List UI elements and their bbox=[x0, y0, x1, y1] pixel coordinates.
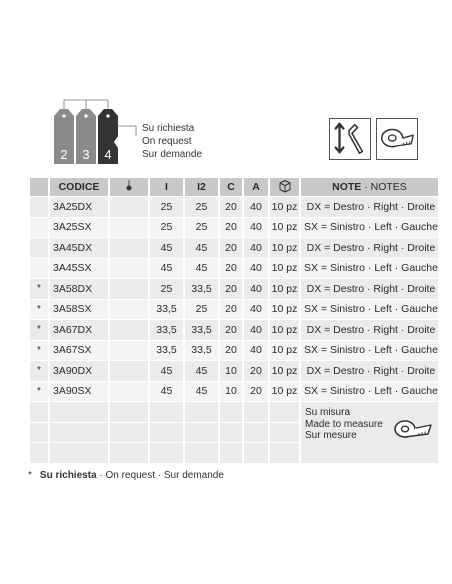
cell-note: SX = Sinistro · Left · Gauche bbox=[301, 259, 438, 279]
cell-pack: 10 pz bbox=[270, 218, 299, 238]
cell-code: 3A90DX bbox=[50, 361, 108, 381]
cell-code: 3A45SX bbox=[50, 259, 108, 279]
cell-i: 45 bbox=[150, 238, 183, 258]
table-row bbox=[30, 341, 438, 361]
cell-i: 33,5 bbox=[150, 300, 183, 320]
cell-i2: 45 bbox=[185, 382, 218, 402]
footnote-symbol: * bbox=[28, 470, 32, 481]
cell-code: 3A67DX bbox=[50, 320, 108, 340]
cell-star: * bbox=[30, 382, 48, 402]
cell-c: 10 bbox=[220, 382, 242, 402]
cell-note: DX = Destro · Right · Droite bbox=[301, 361, 438, 381]
tape-measure-icon bbox=[376, 118, 418, 160]
cell-c: 20 bbox=[220, 238, 242, 258]
cell-a: 40 bbox=[244, 300, 268, 320]
cell-c: 20 bbox=[220, 300, 242, 320]
key-number-3: 3 bbox=[82, 147, 90, 162]
product-table bbox=[28, 177, 440, 464]
cell-i2: 25 bbox=[185, 218, 218, 238]
tape-measure-icon bbox=[392, 414, 434, 444]
cell-pack: 10 pz bbox=[270, 341, 299, 361]
cell-marker bbox=[110, 238, 148, 258]
table-row bbox=[30, 279, 438, 299]
cell-a: 20 bbox=[244, 382, 268, 402]
cell-c: 20 bbox=[220, 341, 242, 361]
table-row bbox=[30, 320, 438, 340]
cell-marker bbox=[110, 382, 148, 402]
cell-note: SX = Sinistro · Left · Gauche bbox=[301, 300, 438, 320]
cell-c: 20 bbox=[220, 259, 242, 279]
cell-star: * bbox=[30, 300, 48, 320]
cell-i2: 33,5 bbox=[185, 279, 218, 299]
cell-marker bbox=[110, 279, 148, 299]
cell-pack: 10 pz bbox=[270, 320, 299, 340]
key-variants-illustration bbox=[46, 96, 138, 164]
cell-star bbox=[30, 218, 48, 238]
cell-pack: 10 pz bbox=[270, 300, 299, 320]
cell-code: 3A58DX bbox=[50, 279, 108, 299]
cell-code: 3A45DX bbox=[50, 238, 108, 258]
cell-note: DX = Destro · Right · Droite bbox=[301, 320, 438, 340]
cell-pack: 10 pz bbox=[270, 259, 299, 279]
table-row bbox=[30, 197, 438, 217]
cell-code: 3A25SX bbox=[50, 218, 108, 238]
table-row bbox=[30, 361, 438, 381]
cell-star bbox=[30, 259, 48, 279]
cell-pack: 10 pz bbox=[270, 238, 299, 258]
footnote-bold: Su richiesta bbox=[39, 470, 97, 481]
cell-i2: 25 bbox=[185, 300, 218, 320]
cell-star: * bbox=[30, 320, 48, 340]
table-row bbox=[30, 300, 438, 320]
header-notes bbox=[301, 178, 438, 196]
cell-note: SX = Sinistro · Left · Gauche bbox=[301, 341, 438, 361]
cell-star: * bbox=[30, 279, 48, 299]
key-number-4: 4 bbox=[104, 147, 112, 162]
cell-i2: 45 bbox=[185, 361, 218, 381]
header-c: C bbox=[220, 178, 242, 196]
header-codice: CODICE bbox=[50, 178, 108, 196]
cell-note: SX = Sinistro · Left · Gauche bbox=[301, 218, 438, 238]
footnote bbox=[28, 470, 224, 481]
header-i2: I2 bbox=[185, 178, 218, 196]
cell-i: 25 bbox=[150, 279, 183, 299]
cell-marker bbox=[110, 197, 148, 217]
made-to-measure-cell bbox=[301, 402, 438, 463]
cell-a: 20 bbox=[244, 361, 268, 381]
footnote-rest: · On request · Sur demande bbox=[96, 470, 224, 481]
cell-i2: 33,5 bbox=[185, 320, 218, 340]
cell-c: 20 bbox=[220, 320, 242, 340]
cell-note: DX = Destro · Right · Droite bbox=[301, 197, 438, 217]
cell-marker bbox=[110, 341, 148, 361]
cell-i: 25 bbox=[150, 218, 183, 238]
cell-code: 3A67SX bbox=[50, 341, 108, 361]
cell-pack: 10 pz bbox=[270, 382, 299, 402]
cell-code: 3A90SX bbox=[50, 382, 108, 402]
cell-marker bbox=[110, 361, 148, 381]
custom-block bbox=[30, 402, 438, 463]
hex-key-reverse-icon bbox=[329, 118, 371, 160]
cell-i: 33,5 bbox=[150, 320, 183, 340]
table-row bbox=[30, 238, 438, 258]
availability-note bbox=[142, 122, 202, 161]
cell-marker bbox=[110, 218, 148, 238]
cell-marker bbox=[110, 320, 148, 340]
cell-c: 10 bbox=[220, 361, 242, 381]
cell-code: 3A58SX bbox=[50, 300, 108, 320]
header-notes-bold: NOTE bbox=[332, 181, 362, 193]
table-body bbox=[30, 197, 438, 401]
table-row bbox=[30, 218, 438, 238]
table-row bbox=[30, 382, 438, 402]
cell-star: * bbox=[30, 341, 48, 361]
header-i: I bbox=[150, 178, 183, 196]
table-header-row bbox=[30, 178, 438, 196]
cell-note: DX = Destro · Right · Droite bbox=[301, 238, 438, 258]
cell-c: 20 bbox=[220, 218, 242, 238]
marker-dot-icon bbox=[123, 180, 135, 192]
cell-a: 40 bbox=[244, 279, 268, 299]
cell-pack: 10 pz bbox=[270, 361, 299, 381]
cell-i: 33,5 bbox=[150, 341, 183, 361]
cell-i2: 33,5 bbox=[185, 341, 218, 361]
cell-i: 45 bbox=[150, 361, 183, 381]
table-row bbox=[30, 259, 438, 279]
availability-line-fr: Sur demande bbox=[142, 149, 203, 160]
header-notes-rest: · NOTES bbox=[361, 181, 407, 193]
key-number-2: 2 bbox=[60, 147, 68, 162]
header-pack bbox=[270, 178, 299, 196]
custom-line-it: Su misura bbox=[305, 407, 351, 418]
cell-a: 40 bbox=[244, 320, 268, 340]
cell-marker bbox=[110, 259, 148, 279]
cell-note: SX = Sinistro · Left · Gauche bbox=[301, 382, 438, 402]
cell-star bbox=[30, 238, 48, 258]
availability-line-en: On request bbox=[142, 136, 192, 147]
cell-a: 40 bbox=[244, 259, 268, 279]
cell-i: 45 bbox=[150, 259, 183, 279]
cell-a: 40 bbox=[244, 197, 268, 217]
cell-pack: 10 pz bbox=[270, 197, 299, 217]
cell-i2: 45 bbox=[185, 259, 218, 279]
cell-star: * bbox=[30, 361, 48, 381]
cell-c: 20 bbox=[220, 197, 242, 217]
cell-star bbox=[30, 197, 48, 217]
custom-line-fr: Sur mesure bbox=[305, 430, 357, 441]
cell-marker bbox=[110, 300, 148, 320]
box-icon bbox=[278, 179, 292, 193]
cell-i2: 45 bbox=[185, 238, 218, 258]
cell-pack: 10 pz bbox=[270, 279, 299, 299]
header-star bbox=[30, 178, 48, 196]
custom-line-en: Made to measure bbox=[305, 418, 383, 430]
cell-a: 40 bbox=[244, 218, 268, 238]
cell-i: 45 bbox=[150, 382, 183, 402]
cell-i: 25 bbox=[150, 197, 183, 217]
cell-c: 20 bbox=[220, 279, 242, 299]
cell-note: DX = Destro · Right · Droite bbox=[301, 279, 438, 299]
cell-a: 40 bbox=[244, 341, 268, 361]
header-marker bbox=[110, 178, 148, 196]
cell-a: 40 bbox=[244, 238, 268, 258]
cell-code: 3A25DX bbox=[50, 197, 108, 217]
availability-line-it: Su richiesta bbox=[142, 123, 195, 134]
header-a: A bbox=[244, 178, 268, 196]
cell-i2: 25 bbox=[185, 197, 218, 217]
